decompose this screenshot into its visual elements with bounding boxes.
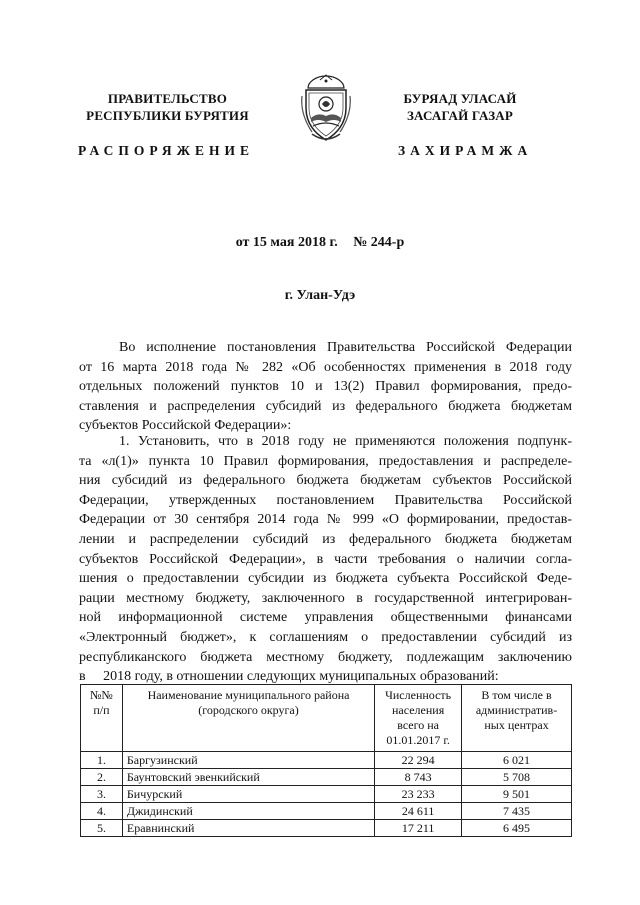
government-title-line: ЗАСАГАЙ ГАЗАР xyxy=(406,108,514,123)
header-row-number: №№ п/п xyxy=(81,685,123,752)
population-centers: 6 021 xyxy=(462,752,572,769)
government-title-bua xyxy=(360,90,560,124)
population-centers: 9 501 xyxy=(462,786,572,803)
population-total: 23 233 xyxy=(375,786,462,803)
row-number: 5. xyxy=(81,820,123,837)
row-number: 4. xyxy=(81,803,123,820)
text-line: ной информационной системе управления общественными финансами xyxy=(79,610,572,626)
date-number-line xyxy=(0,235,640,251)
government-title-ru xyxy=(60,90,275,124)
text-line: 1. Установить, что в 2018 году не применяются положения подпунк- xyxy=(119,434,572,449)
text-line: рации местному бюджету, заключенного в государственной интегрирован- xyxy=(79,590,572,606)
population-total: 22 294 xyxy=(375,752,462,769)
text-line: в 2018 году, в отношении следующих муниципальных образований: xyxy=(79,669,499,685)
population-total: 24 611 xyxy=(375,803,462,820)
row-number: 2. xyxy=(81,769,123,786)
text-line: «Электронный бюджет», к соглашениям о предоставлении субсидий из xyxy=(79,629,572,645)
text-line: субъектов Российской Федерации», в части требования о наличии согла- xyxy=(79,551,572,567)
text-line: субъектов Российской Федерации»: xyxy=(79,418,292,434)
text-line: ставления и распределения субсидий из федерального бюджета бюджетам xyxy=(79,398,572,414)
clause-1-paragraph xyxy=(79,432,572,687)
text-line: Федерации от 30 сентября 2014 года № 999 «О формировании, предостав- xyxy=(79,512,572,528)
municipalities-table xyxy=(80,684,572,837)
row-number: 3. xyxy=(81,786,123,803)
text-line: отдельных положений пунктов 10 и 13(2) Правил формирования, предо- xyxy=(79,379,572,395)
text-line: та «л(1)» пункта 10 Правил формирования, предоставления и распределе- xyxy=(79,453,572,469)
district-name: Баунтовский эвенкийский xyxy=(122,769,374,786)
government-title-line: РЕСПУБЛИКИ БУРЯТИЯ xyxy=(86,108,249,123)
text-line: Федерации, утвержденных постановлением Правительства Российской xyxy=(79,492,572,508)
table-row xyxy=(81,786,572,803)
district-name: Еравнинский xyxy=(122,820,374,837)
text-line: Во исполнение постановления Правительства Российской Федерации xyxy=(119,340,572,355)
table-row xyxy=(81,769,572,786)
government-title-line: ПРАВИТЕЛЬСТВО xyxy=(107,91,228,106)
district-name: Бичурский xyxy=(122,786,374,803)
table-row xyxy=(81,820,572,837)
population-total: 8 743 xyxy=(375,769,462,786)
district-name: Баргузинский xyxy=(122,752,374,769)
population-centers: 7 435 xyxy=(462,803,572,820)
header-population-total: Численность населения всего на 01.01.2017 г. xyxy=(375,685,462,752)
population-centers: 5 708 xyxy=(462,769,572,786)
doc-type-ru: РАСПОРЯЖЕНИЕ xyxy=(78,143,255,158)
text-line: лении и распределении субсидий из федерального бюджета бюджетам xyxy=(79,531,572,547)
document-number: № 244-р xyxy=(353,235,405,250)
issue-city: г. Улан-Удэ xyxy=(284,288,356,303)
text-line: шения о предоставлении субсидии из бюджета субъекта Российской Феде- xyxy=(79,571,572,587)
table-row xyxy=(81,803,572,820)
document-date: от 15 мая 2018 г. xyxy=(235,235,338,250)
coat-of-arms-emblem xyxy=(298,74,354,144)
preamble-paragraph xyxy=(79,338,572,436)
table-row xyxy=(81,752,572,769)
population-centers: 6 495 xyxy=(462,820,572,837)
table-header-row xyxy=(81,685,572,752)
text-line: республиканского бюджета местному бюджету, подлежащим заключению xyxy=(79,649,572,665)
doc-type-bua: ЗАХИРАМЖА xyxy=(398,143,533,158)
text-line: от 16 марта 2018 года № 282 «Об особенностях применения в 2018 году xyxy=(79,359,572,375)
district-name: Джидинский xyxy=(122,803,374,820)
text-line: ния субсидий из федерального бюджета бюджетам субъектов Российской xyxy=(79,473,572,489)
header-district-name: Наименование муниципального района (городского округа) xyxy=(122,685,374,752)
government-title-line: БУРЯАД УЛАСАЙ xyxy=(403,91,517,106)
row-number: 1. xyxy=(81,752,123,769)
population-total: 17 211 xyxy=(375,820,462,837)
header-population-centers: В том числе в административ-ных центрах xyxy=(462,685,572,752)
